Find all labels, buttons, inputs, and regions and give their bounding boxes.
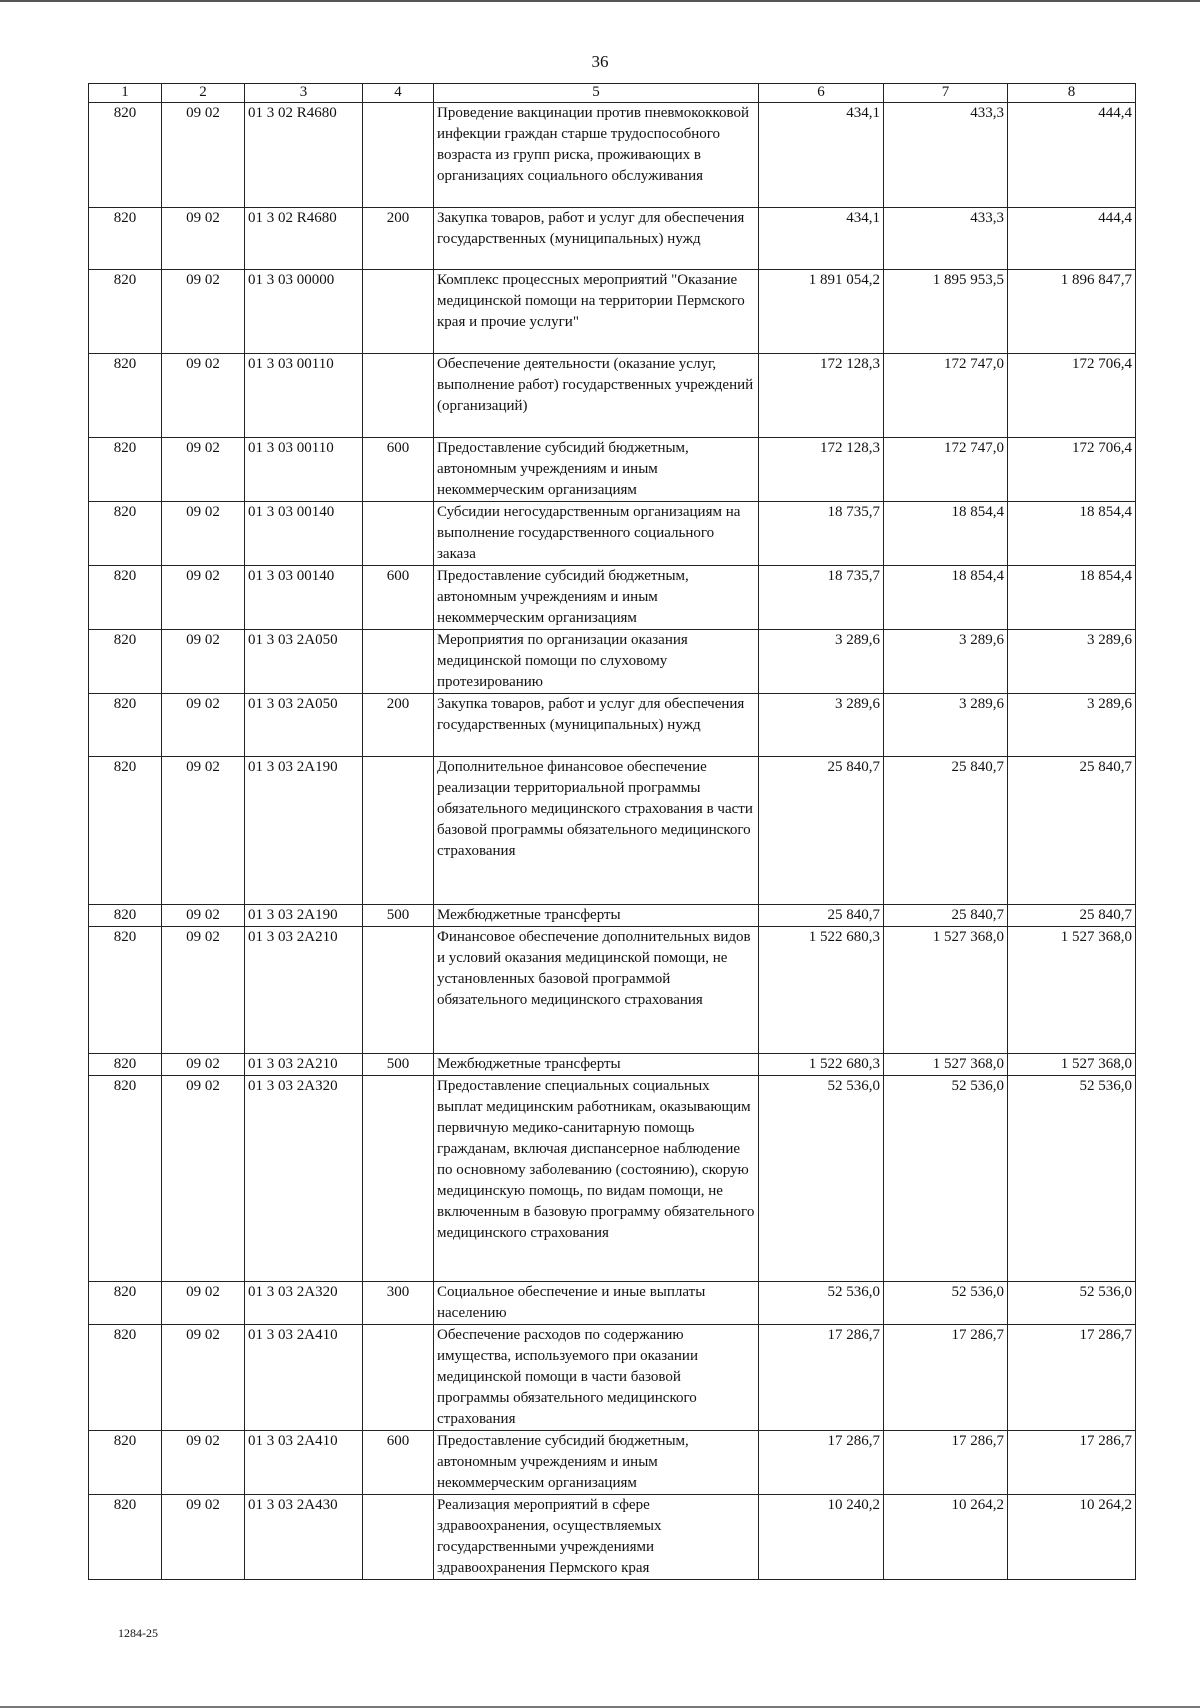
amount-year-2: 433,3 xyxy=(884,208,1008,270)
document-code: 1284-25 xyxy=(118,1626,158,1640)
amount-year-2: 18 854,4 xyxy=(884,566,1008,630)
amount-year-1: 18 735,7 xyxy=(759,566,884,630)
department-code: 820 xyxy=(89,270,162,354)
expense-type-code xyxy=(363,1495,434,1580)
table-row xyxy=(89,630,1136,694)
amount-year-3: 444,4 xyxy=(1008,103,1136,208)
department-code: 820 xyxy=(89,566,162,630)
amount-year-2: 17 286,7 xyxy=(884,1325,1008,1431)
section-code: 09 02 xyxy=(162,1431,245,1495)
amount-year-2: 18 854,4 xyxy=(884,502,1008,566)
amount-year-3: 52 536,0 xyxy=(1008,1076,1136,1282)
target-article-code: 01 3 03 2A050 xyxy=(245,694,363,757)
expense-type-code xyxy=(363,502,434,566)
department-code: 820 xyxy=(89,905,162,927)
table-row xyxy=(89,1282,1136,1325)
expense-description: Предоставление специальных социальных выплат медицинским работникам, оказывающим первичную медико-санитарную помощь гражданам, включая диспансерное наблюдение по основному заболеванию (состоянию), скорую медицинскую помощь, по видам помощи, не включенным в базовую программу обязательного медицинского страхования xyxy=(434,1076,759,1282)
amount-year-3: 17 286,7 xyxy=(1008,1325,1136,1431)
amount-year-2: 3 289,6 xyxy=(884,694,1008,757)
expense-type-code: 500 xyxy=(363,905,434,927)
section-code: 09 02 xyxy=(162,694,245,757)
amount-year-3: 17 286,7 xyxy=(1008,1431,1136,1495)
expense-type-code xyxy=(363,630,434,694)
department-code: 820 xyxy=(89,694,162,757)
table-row xyxy=(89,757,1136,905)
amount-year-2: 1 527 368,0 xyxy=(884,927,1008,1054)
table-row xyxy=(89,438,1136,502)
page-number: 36 xyxy=(591,52,609,71)
department-code: 820 xyxy=(89,630,162,694)
target-article-code: 01 3 03 2A050 xyxy=(245,630,363,694)
section-code: 09 02 xyxy=(162,927,245,1054)
amount-year-1: 25 840,7 xyxy=(759,905,884,927)
table-row xyxy=(89,1076,1136,1282)
column-header: 3 xyxy=(245,84,363,103)
scan-top-edge xyxy=(0,0,1200,2)
amount-year-2: 10 264,2 xyxy=(884,1495,1008,1580)
expense-description: Предоставление субсидий бюджетным, автономным учреждениям и иным некоммерческим организациям xyxy=(434,438,759,502)
department-code: 820 xyxy=(89,757,162,905)
amount-year-2: 52 536,0 xyxy=(884,1282,1008,1325)
expense-description: Проведение вакцинации против пневмококковой инфекции граждан старше трудоспособного возраста из групп риска, проживающих в организациях социального обслуживания xyxy=(434,103,759,208)
department-code: 820 xyxy=(89,1282,162,1325)
column-header: 1 xyxy=(89,84,162,103)
table-row xyxy=(89,270,1136,354)
target-article-code: 01 3 03 2A320 xyxy=(245,1076,363,1282)
table-row xyxy=(89,1325,1136,1431)
amount-year-1: 52 536,0 xyxy=(759,1282,884,1325)
department-code: 820 xyxy=(89,1431,162,1495)
expense-type-code xyxy=(363,927,434,1054)
department-code: 820 xyxy=(89,502,162,566)
column-header: 7 xyxy=(884,84,1008,103)
expense-type-code: 600 xyxy=(363,438,434,502)
expense-description: Предоставление субсидий бюджетным, автономным учреждениям и иным некоммерческим организациям xyxy=(434,1431,759,1495)
expense-description: Обеспечение расходов по содержанию имущества, используемого при оказании медицинской помощи в части базовой программы обязательного медицинского страхования xyxy=(434,1325,759,1431)
expense-description: Дополнительное финансовое обеспечение реализации территориальной программы обязательного медицинского страхования в части базовой программы обязательного медицинского страхования xyxy=(434,757,759,905)
department-code: 820 xyxy=(89,1325,162,1431)
expense-description: Мероприятия по организации оказания медицинской помощи по слуховому протезированию xyxy=(434,630,759,694)
target-article-code: 01 3 03 00110 xyxy=(245,438,363,502)
section-code: 09 02 xyxy=(162,502,245,566)
amount-year-1: 17 286,7 xyxy=(759,1431,884,1495)
amount-year-1: 52 536,0 xyxy=(759,1076,884,1282)
column-number-row xyxy=(89,84,1136,103)
expense-type-code: 500 xyxy=(363,1054,434,1076)
amount-year-1: 18 735,7 xyxy=(759,502,884,566)
amount-year-1: 1 522 680,3 xyxy=(759,927,884,1054)
amount-year-2: 3 289,6 xyxy=(884,630,1008,694)
table-row xyxy=(89,694,1136,757)
expense-description: Межбюджетные трансферты xyxy=(434,1054,759,1076)
expense-type-code xyxy=(363,354,434,438)
target-article-code: 01 3 02 R4680 xyxy=(245,103,363,208)
amount-year-3: 3 289,6 xyxy=(1008,694,1136,757)
expense-type-code: 600 xyxy=(363,1431,434,1495)
amount-year-1: 434,1 xyxy=(759,103,884,208)
section-code: 09 02 xyxy=(162,208,245,270)
expense-type-code xyxy=(363,270,434,354)
department-code: 820 xyxy=(89,103,162,208)
section-code: 09 02 xyxy=(162,757,245,905)
amount-year-2: 25 840,7 xyxy=(884,905,1008,927)
department-code: 820 xyxy=(89,1054,162,1076)
amount-year-3: 52 536,0 xyxy=(1008,1282,1136,1325)
section-code: 09 02 xyxy=(162,438,245,502)
section-code: 09 02 xyxy=(162,1325,245,1431)
target-article-code: 01 3 03 2A430 xyxy=(245,1495,363,1580)
amount-year-3: 172 706,4 xyxy=(1008,438,1136,502)
table-row xyxy=(89,208,1136,270)
expense-type-code xyxy=(363,103,434,208)
expense-description: Финансовое обеспечение дополнительных видов и условий оказания медицинской помощи, не установленных базовой программой обязательного медицинского страхования xyxy=(434,927,759,1054)
amount-year-1: 3 289,6 xyxy=(759,630,884,694)
amount-year-1: 172 128,3 xyxy=(759,438,884,502)
table-row xyxy=(89,354,1136,438)
department-code: 820 xyxy=(89,354,162,438)
column-header: 6 xyxy=(759,84,884,103)
column-header: 2 xyxy=(162,84,245,103)
column-header: 5 xyxy=(434,84,759,103)
table-row xyxy=(89,566,1136,630)
amount-year-1: 3 289,6 xyxy=(759,694,884,757)
target-article-code: 01 3 03 00140 xyxy=(245,502,363,566)
expense-type-code xyxy=(363,1076,434,1282)
target-article-code: 01 3 03 2A210 xyxy=(245,1054,363,1076)
amount-year-3: 3 289,6 xyxy=(1008,630,1136,694)
target-article-code: 01 3 03 2A410 xyxy=(245,1325,363,1431)
expense-type-code: 600 xyxy=(363,566,434,630)
table-row xyxy=(89,1431,1136,1495)
expense-description: Реализация мероприятий в сфере здравоохранения, осуществляемых государственными учреждениями здравоохранения Пермского края xyxy=(434,1495,759,1580)
amount-year-2: 52 536,0 xyxy=(884,1076,1008,1282)
amount-year-3: 444,4 xyxy=(1008,208,1136,270)
amount-year-1: 17 286,7 xyxy=(759,1325,884,1431)
amount-year-2: 25 840,7 xyxy=(884,757,1008,905)
amount-year-1: 434,1 xyxy=(759,208,884,270)
amount-year-2: 1 895 953,5 xyxy=(884,270,1008,354)
target-article-code: 01 3 03 00000 xyxy=(245,270,363,354)
target-article-code: 01 3 03 2A190 xyxy=(245,757,363,905)
amount-year-3: 1 527 368,0 xyxy=(1008,1054,1136,1076)
department-code: 820 xyxy=(89,1495,162,1580)
section-code: 09 02 xyxy=(162,630,245,694)
section-code: 09 02 xyxy=(162,1054,245,1076)
department-code: 820 xyxy=(89,208,162,270)
expense-description: Закупка товаров, работ и услуг для обеспечения государственных (муниципальных) нужд xyxy=(434,694,759,757)
expense-description: Комплекс процессных мероприятий "Оказание медицинской помощи на территории Пермского края и прочие услуги" xyxy=(434,270,759,354)
section-code: 09 02 xyxy=(162,354,245,438)
amount-year-1: 1 522 680,3 xyxy=(759,1054,884,1076)
expense-description: Закупка товаров, работ и услуг для обеспечения государственных (муниципальных) нужд xyxy=(434,208,759,270)
target-article-code: 01 3 03 00110 xyxy=(245,354,363,438)
expense-type-code: 200 xyxy=(363,208,434,270)
amount-year-1: 1 891 054,2 xyxy=(759,270,884,354)
amount-year-3: 1 896 847,7 xyxy=(1008,270,1136,354)
department-code: 820 xyxy=(89,927,162,1054)
target-article-code: 01 3 03 2A410 xyxy=(245,1431,363,1495)
column-header: 4 xyxy=(363,84,434,103)
department-code: 820 xyxy=(89,1076,162,1282)
expense-type-code: 200 xyxy=(363,694,434,757)
amount-year-2: 17 286,7 xyxy=(884,1431,1008,1495)
expense-type-code xyxy=(363,1325,434,1431)
department-code: 820 xyxy=(89,438,162,502)
amount-year-1: 25 840,7 xyxy=(759,757,884,905)
amount-year-3: 1 527 368,0 xyxy=(1008,927,1136,1054)
expense-description: Обеспечение деятельности (оказание услуг, выполнение работ) государственных учреждений (организаций) xyxy=(434,354,759,438)
expense-description: Субсидии негосударственным организациям на выполнение государственного социального заказа xyxy=(434,502,759,566)
expense-description: Предоставление субсидий бюджетным, автономным учреждениям и иным некоммерческим организациям xyxy=(434,566,759,630)
amount-year-2: 1 527 368,0 xyxy=(884,1054,1008,1076)
target-article-code: 01 3 03 00140 xyxy=(245,566,363,630)
expense-type-code xyxy=(363,757,434,905)
amount-year-3: 18 854,4 xyxy=(1008,502,1136,566)
amount-year-2: 433,3 xyxy=(884,103,1008,208)
target-article-code: 01 3 02 R4680 xyxy=(245,208,363,270)
amount-year-3: 18 854,4 xyxy=(1008,566,1136,630)
section-code: 09 02 xyxy=(162,1495,245,1580)
section-code: 09 02 xyxy=(162,103,245,208)
table-row xyxy=(89,502,1136,566)
section-code: 09 02 xyxy=(162,1076,245,1282)
amount-year-3: 25 840,7 xyxy=(1008,905,1136,927)
amount-year-3: 10 264,2 xyxy=(1008,1495,1136,1580)
table-body xyxy=(89,103,1136,1580)
expense-description: Межбюджетные трансферты xyxy=(434,905,759,927)
expense-type-code: 300 xyxy=(363,1282,434,1325)
target-article-code: 01 3 03 2A210 xyxy=(245,927,363,1054)
section-code: 09 02 xyxy=(162,1282,245,1325)
section-code: 09 02 xyxy=(162,905,245,927)
amount-year-1: 172 128,3 xyxy=(759,354,884,438)
amount-year-2: 172 747,0 xyxy=(884,354,1008,438)
target-article-code: 01 3 03 2A320 xyxy=(245,1282,363,1325)
table-row xyxy=(89,905,1136,927)
expense-description: Социальное обеспечение и иные выплаты населению xyxy=(434,1282,759,1325)
target-article-code: 01 3 03 2A190 xyxy=(245,905,363,927)
budget-table xyxy=(88,83,1136,1580)
column-header: 8 xyxy=(1008,84,1136,103)
table-row xyxy=(89,927,1136,1054)
amount-year-1: 10 240,2 xyxy=(759,1495,884,1580)
section-code: 09 02 xyxy=(162,270,245,354)
amount-year-2: 172 747,0 xyxy=(884,438,1008,502)
table-row xyxy=(89,103,1136,208)
amount-year-3: 25 840,7 xyxy=(1008,757,1136,905)
amount-year-3: 172 706,4 xyxy=(1008,354,1136,438)
table-row xyxy=(89,1495,1136,1580)
section-code: 09 02 xyxy=(162,566,245,630)
table-row xyxy=(89,1054,1136,1076)
